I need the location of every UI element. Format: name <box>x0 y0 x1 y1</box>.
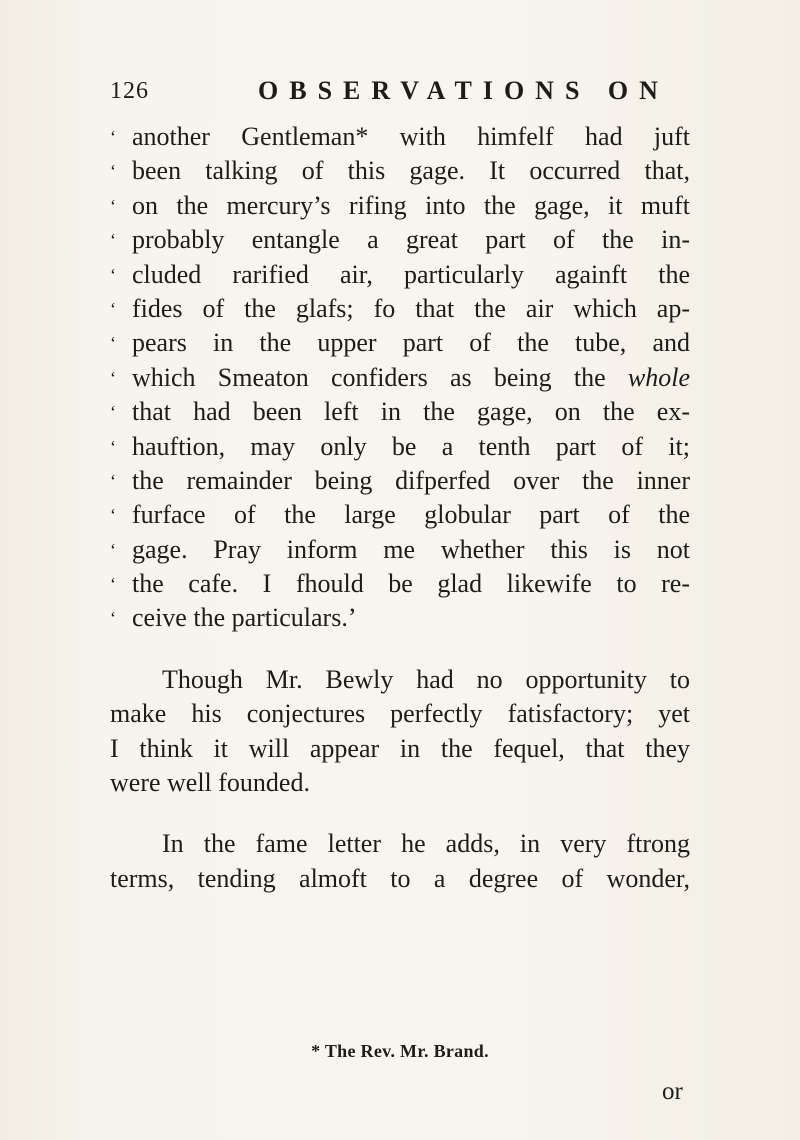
quote-mark: ‘ <box>110 127 116 147</box>
quote-mark: ‘ <box>110 470 116 491</box>
quote-mark: ‘ <box>110 298 116 319</box>
quote-mark: ‘ <box>110 195 116 216</box>
paragraph-line: make his conjectures perfectly fatisfactory; yet <box>110 699 690 729</box>
quote-mark: ‘ <box>110 505 116 526</box>
quoted-line: ‘ fides of the glafs; fo that the air which ap- <box>110 292 690 326</box>
quoted-line: ‘ another Gentleman* with himfelf had juft <box>110 120 690 154</box>
quote-mark: ‘ <box>110 367 116 388</box>
quoted-line: ‘ hauftion, may only be a tenth part of it; <box>110 430 690 464</box>
quoted-line: ‘ on the mercury’s rifing into the gage, it muft <box>110 189 690 223</box>
running-title: OBSERVATIONS ON <box>258 76 669 105</box>
quoted-line: ‘ ceive the particulars.’ <box>110 601 690 635</box>
quote-mark: ‘ <box>110 574 116 595</box>
paragraph-line: In the fame letter he adds, in very ftrong <box>162 829 690 859</box>
paragraph-gap <box>110 800 690 827</box>
quote-mark: ‘ <box>110 264 116 285</box>
quote-mark: ‘ <box>110 436 116 457</box>
quote-mark: ‘ <box>110 230 116 251</box>
quoted-line: ‘ the remainder being difperfed over the inner <box>110 464 690 498</box>
paragraph-line: I think it will appear in the fequel, that they <box>110 733 690 763</box>
quoted-line: ‘ furface of the large globular part of the <box>110 498 690 532</box>
quoted-line: ‘ that had been left in the gage, on the ex- <box>110 395 690 429</box>
paragraph-gap <box>110 636 690 663</box>
paragraph-line: Though Mr. Bewly had no opportunity to <box>162 664 690 694</box>
quoted-line: ‘ probably entangle a great part of the in- <box>110 223 690 257</box>
paragraph-line: were well founded. <box>110 768 310 798</box>
paragraph-line: terms, tending almoft to a degree of wonder, <box>110 863 690 893</box>
italic-word: whole <box>627 362 691 392</box>
quoted-line: ‘ the cafe. I fhould be glad likewife to re- <box>110 567 690 601</box>
quote-mark: ‘ <box>110 333 116 354</box>
quoted-line: ‘ which Smeaton confiders as being the whole <box>110 361 690 395</box>
quoted-line: ‘ pears in the upper part of the tube, and <box>110 326 690 360</box>
quoted-line: ‘ been talking of this gage. It occurred that, <box>110 154 690 188</box>
quote-mark: ‘ <box>110 608 116 629</box>
quote-mark: ‘ <box>110 161 116 182</box>
quote-mark: ‘ <box>110 539 116 560</box>
footnote: * The Rev. Mr. Brand. <box>311 1041 489 1061</box>
running-head <box>110 70 750 110</box>
quoted-line: ‘ gage. Pray inform me whether this is not <box>110 533 690 567</box>
body-text <box>110 120 690 896</box>
catchword: or <box>662 1078 683 1105</box>
quote-mark: ‘ <box>110 402 116 423</box>
page-number: 126 <box>110 78 149 104</box>
quoted-line: ‘ cluded rarified air, particularly againft the <box>110 258 690 292</box>
